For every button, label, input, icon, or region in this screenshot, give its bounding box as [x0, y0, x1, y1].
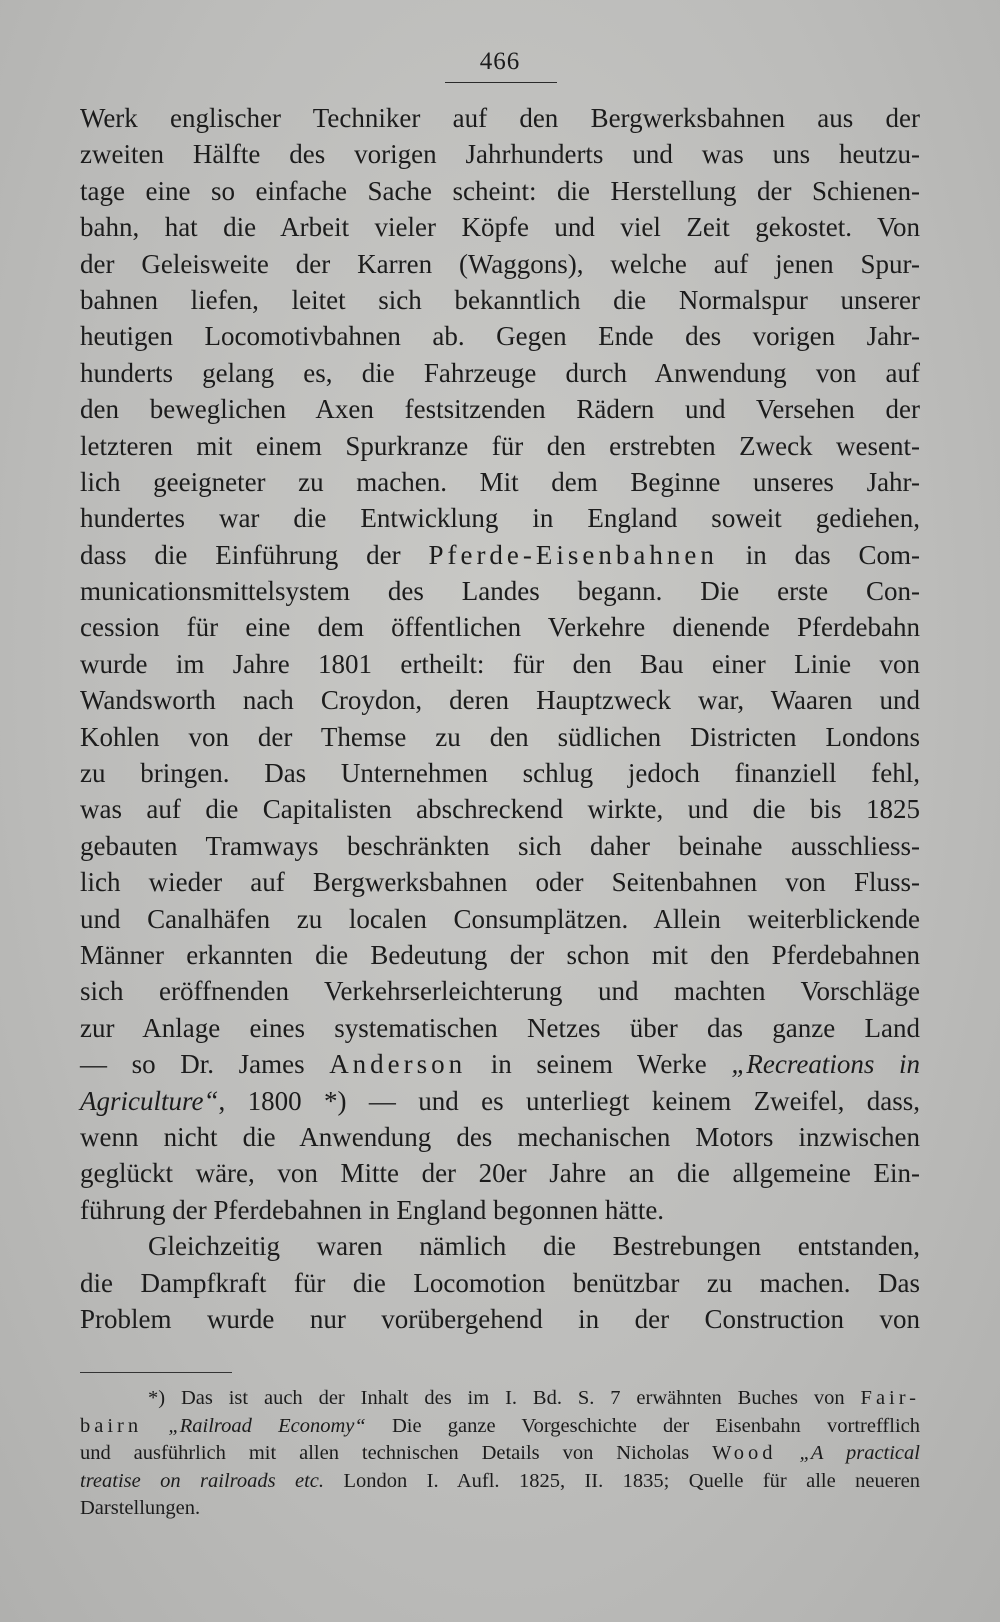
- text-line: Kohlen von der Themse zu den südlichen Districten Londons: [80, 721, 920, 752]
- text-fragment: in das Com-: [717, 539, 921, 570]
- text-line: letzteren mit einem Spurkranze für den erstrebten Zweck wesent-: [80, 430, 920, 461]
- text-line: lich wieder auf Bergwerksbahnen oder Seitenbahnen von Fluss-: [80, 867, 920, 898]
- text-line: zur Anlage eines systematischen Netzes über das ganze Land: [80, 1012, 920, 1043]
- footnote-rule: [80, 1372, 232, 1373]
- footnote: [80, 1385, 920, 1523]
- text-line: Männer erkannten die Bedeutung der schon mit den Pferdebahnen: [80, 939, 920, 970]
- page-number-rule: [445, 82, 557, 83]
- footnote-line: [80, 1413, 920, 1441]
- text-line: den beweglichen Axen festsitzenden Rädern und Versehen der: [80, 394, 920, 425]
- text-line: bahn, hat die Arbeit vieler Köpfe und viel Zeit gekostet. Von: [80, 212, 920, 243]
- footnote-line: [80, 1468, 920, 1496]
- text-fragment: , 1800 *) — und es unterliegt keinem Zweifel, dass,: [218, 1085, 920, 1116]
- text-line: [80, 1046, 920, 1082]
- text-line: wurde im Jahre 1801 ertheilt: für den Bau einer Linie von: [80, 648, 920, 679]
- text-line: wenn nicht die Anwendung des mechanischen Motors inzwischen: [80, 1121, 920, 1152]
- footnote-line: [80, 1385, 920, 1413]
- text-line: geglückt wäre, von Mitte der 20er Jahre an die allgemeine Ein-: [80, 1158, 920, 1189]
- text-line: lich geeigneter zu machen. Mit dem Beginne unseres Jahr-: [80, 466, 920, 497]
- spaced-name: Fair-: [860, 1387, 920, 1409]
- footnote-line: Darstellungen.: [80, 1497, 201, 1519]
- text-fragment: *) Das ist auch der Inhalt des im I. Bd. S. 7 erwähnten Buches von: [148, 1387, 861, 1409]
- text-fragment: dass die Einführung der: [80, 539, 429, 570]
- italic-title: „A practical: [776, 1442, 920, 1464]
- text-line: hunderts gelang es, die Fahrzeuge durch Anwendung von auf: [80, 357, 920, 388]
- italic-title: „Railroad Economy“: [142, 1414, 366, 1437]
- text-line: heutigen Locomotivbahnen ab. Gegen Ende des vorigen Jahr-: [80, 321, 920, 352]
- main-text: [80, 100, 920, 1337]
- text-fragment: in seinem Werke: [466, 1049, 732, 1080]
- text-line: die Dampfkraft für die Locomotion benützbar zu machen. Das: [80, 1267, 920, 1298]
- text-line: der Geleisweite der Karren (Waggons), welche auf jenen Spur-: [80, 248, 920, 279]
- text-fragment: Die ganze Vorgeschichte der Eisenbahn vortrefflich: [365, 1414, 920, 1437]
- text-line: zweiten Hälfte des vorigen Jahrhunderts und was uns heutzu-: [80, 139, 920, 170]
- text-line: führung der Pferdebahnen in England begonnen hätte.: [80, 1194, 665, 1225]
- text-line: sich eröffnenden Verkehrserleichterung und machten Vorschläge: [80, 976, 920, 1007]
- text-line: hundertes war die Entwicklung in England soweit gediehen,: [80, 503, 920, 534]
- text-line: municationsmittelsystem des Landes begann. Die erste Con-: [80, 576, 920, 607]
- text-line: und Canalhäfen zu localen Consumplätzen. Allein weiterblickende: [80, 903, 920, 934]
- page-number: 466: [479, 48, 521, 75]
- italic-title: „Recreations in: [731, 1049, 920, 1080]
- text-fragment: und ausführlich mit allen technischen Details von Nicholas: [80, 1442, 713, 1464]
- spaced-term-pferde-eisenbahnen: Pferde-Eisenbahnen: [428, 539, 718, 570]
- spaced-name: bairn: [80, 1414, 143, 1437]
- text-line: Wandsworth nach Croydon, deren Hauptzweck war, Waaren und: [80, 685, 920, 716]
- text-line: cession für eine dem öffentlichen Verkehre dienende Pferdebahn: [80, 612, 920, 643]
- text-line: [80, 1083, 920, 1119]
- text-line: was auf die Capitalisten abschreckend wirkte, und die bis 1825: [80, 794, 920, 825]
- spaced-name: Wood: [712, 1442, 777, 1464]
- text-fragment: — so Dr. James: [80, 1049, 330, 1080]
- italic-title: Agriculture“: [80, 1085, 219, 1116]
- text-line: [80, 537, 920, 573]
- text-line: zu bringen. Das Unternehmen schlug jedoch finanziell fehl,: [80, 758, 920, 789]
- text-line: Werk englischer Techniker auf den Bergwerksbahnen aus der: [80, 103, 920, 133]
- text-line: tage eine so einfache Sache scheint: die Herstellung der Schienen-: [80, 175, 920, 206]
- footnote-line: [80, 1440, 920, 1468]
- italic-title: treatise on railroads etc.: [80, 1469, 325, 1492]
- text-line: Gleichzeitig waren nämlich die Bestrebungen entstanden,: [148, 1231, 920, 1262]
- text-line: Problem wurde nur vorübergehend in der Construction von: [80, 1303, 920, 1334]
- text-line: bahnen liefen, leitet sich bekanntlich die Normalspur unserer: [80, 284, 920, 315]
- text-line: gebauten Tramways beschränkten sich daher beinahe ausschliess-: [80, 830, 920, 861]
- text-fragment: London I. Aufl. 1825, II. 1835; Quelle für alle neueren: [324, 1469, 920, 1492]
- spaced-name-anderson: Anderson: [329, 1049, 467, 1080]
